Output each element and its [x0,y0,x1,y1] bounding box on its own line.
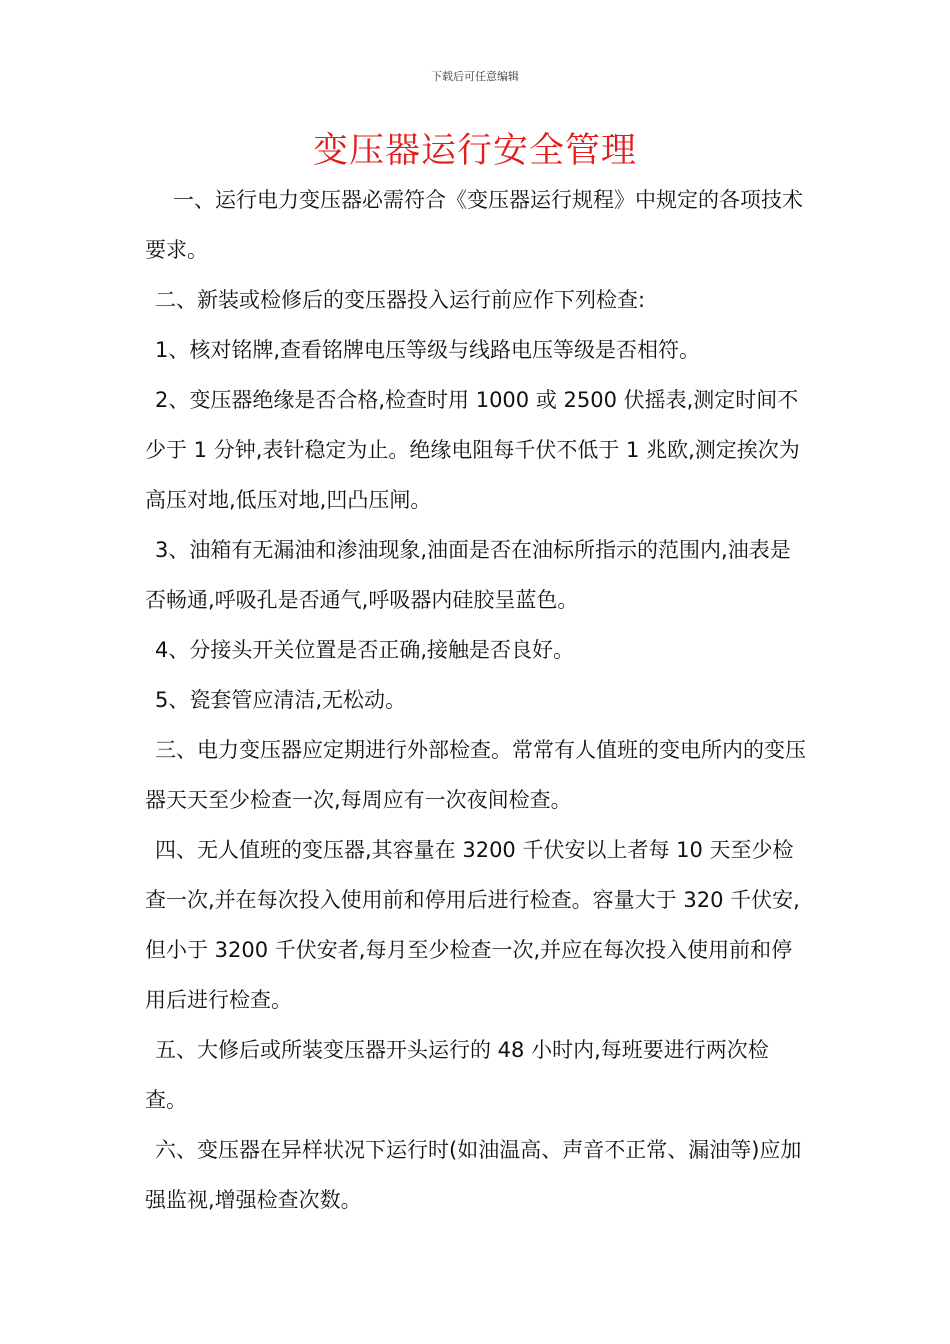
paragraph-3: 1、核对铭牌,查看铭牌电压等级与线路电压等级是否相符。 [155,338,701,362]
paragraph-5: 3、油箱有无漏油和渗油现象,油面是否在油标所指示的范围内,油表是否畅通,呼吸孔是否通气,呼吸器内硅胶呈蓝色。 [145,538,791,612]
header-note: 下载后可任意编辑 [431,70,519,83]
paragraph-7: 5、瓷套管应清洁,无松动。 [155,688,407,712]
paragraph-9: 四、无人值班的变压器,其容量在 3200 千伏安以上者每 10 天至少检查一次,并在每次投入使用前和停用后进行检查。容量大于 320 千伏安,但小于 3200 千伏安者,每月至少检查一次,并应在每次投入使用前和停用后进行检查。 [145,838,800,1012]
paragraph-8: 三、电力变压器应定期进行外部检查。常常有人值班的变电所内的变压器天天至少检查一次,每周应有一次夜间检查。 [145,738,806,812]
paragraph-1: 一、运行电力变压器必需符合《变压器运行规程》中规定的各项技术要求。 [145,188,803,262]
paragraph-6: 4、分接头开关位置是否正确,接触是否良好。 [155,638,575,662]
document-title: 变压器运行安全管理 [312,131,637,171]
paragraph-11: 六、变压器在异样状况下运行时(如油温高、声音不正常、漏油等)应加强监视,增强检查次数。 [145,1138,802,1212]
paragraph-10: 五、大修后或所装变压器开头运行的 48 小时内,每班要进行两次检查。 [145,1038,769,1112]
paragraph-2: 二、新装或检修后的变压器投入运行前应作下列检查: [155,288,646,312]
document-body [145,175,807,1225]
paragraph-4: 2、变压器绝缘是否合格,检查时用 1000 或 2500 伏摇表,测定时间不少于 1 分钟,表针稳定为止。绝缘电阻每千伏不低于 1 兆欧,测定挨次为高压对地,低压对地,凹凸压闸。 [145,388,800,512]
